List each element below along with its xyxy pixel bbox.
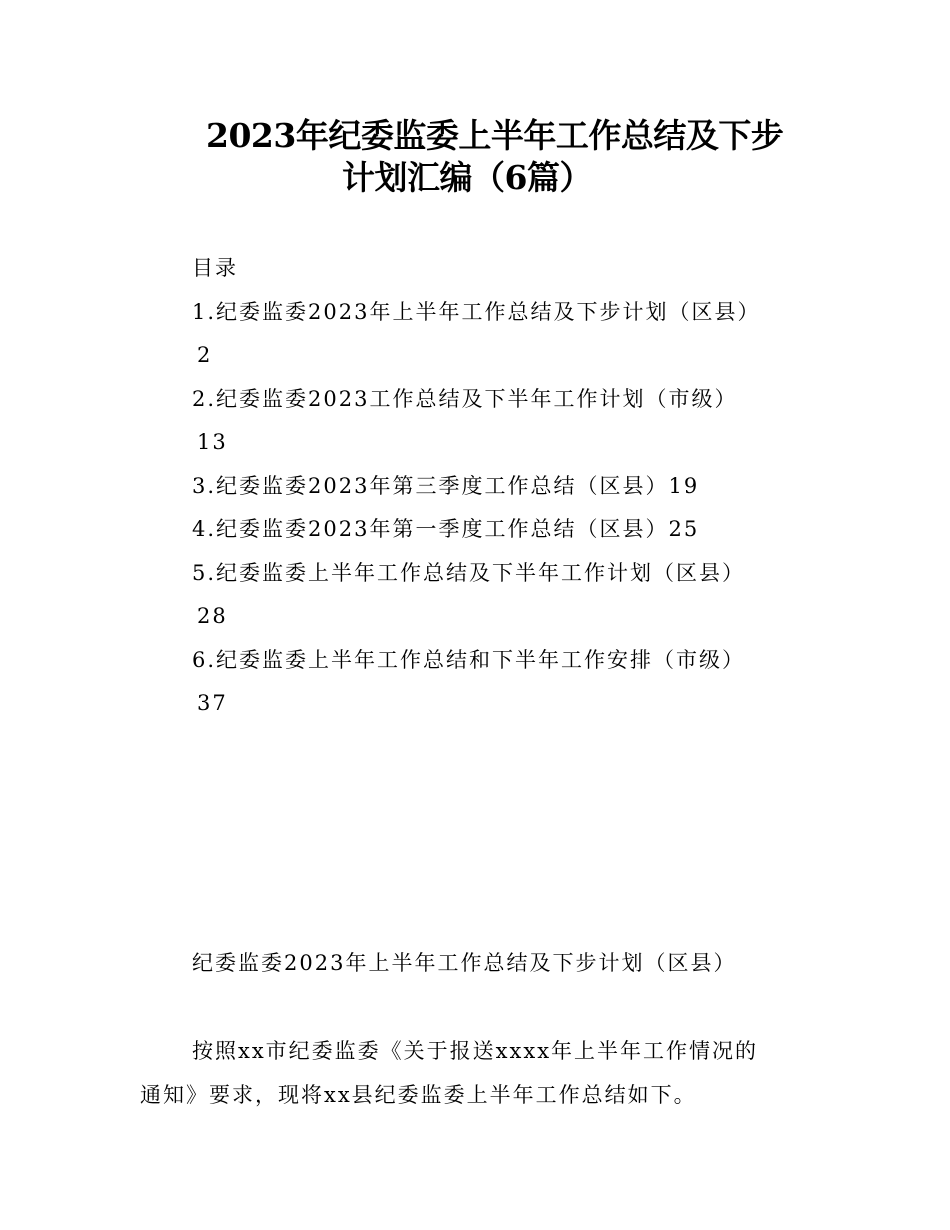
toc-entry-1-text: 1.纪委监委2023年上半年工作总结及下步计划（区县） <box>192 300 761 324</box>
toc-entry-2-text: 2.纪委监委2023工作总结及下半年工作计划（市级） <box>192 387 738 411</box>
toc-entry-1-page: 2 <box>197 343 213 367</box>
toc-entry-6-text: 6.纪委监委上半年工作总结和下半年工作安排（市级） <box>192 648 746 672</box>
toc-entry-3-text: 3.纪委监委2023年第三季度工作总结（区县）19 <box>192 474 700 498</box>
document-title-line-1: 2023年纪委监委上半年工作总结及下步 <box>206 116 784 155</box>
toc-entry-5-page: 28 <box>197 604 228 628</box>
body-paragraph-line-1: 按照xx市纪委监委《关于报送xxxx年上半年工作情况的 <box>192 1039 759 1063</box>
toc-entry-5-text: 5.纪委监委上半年工作总结及下半年工作计划（区县） <box>192 561 746 585</box>
toc-entry-2-page: 13 <box>197 430 228 454</box>
toc-heading: 目录 <box>192 256 238 280</box>
toc-entry-6-page: 37 <box>197 691 228 715</box>
section-heading: 纪委监委2023年上半年工作总结及下步计划（区县） <box>192 951 737 975</box>
toc-entry-4-text: 4.纪委监委2023年第一季度工作总结（区县）25 <box>192 517 700 541</box>
document-title-line-2: 计划汇编（6篇） <box>342 158 592 197</box>
body-paragraph-line-2: 通知》要求，现将xx县纪委监委上半年工作总结如下。 <box>140 1083 697 1107</box>
